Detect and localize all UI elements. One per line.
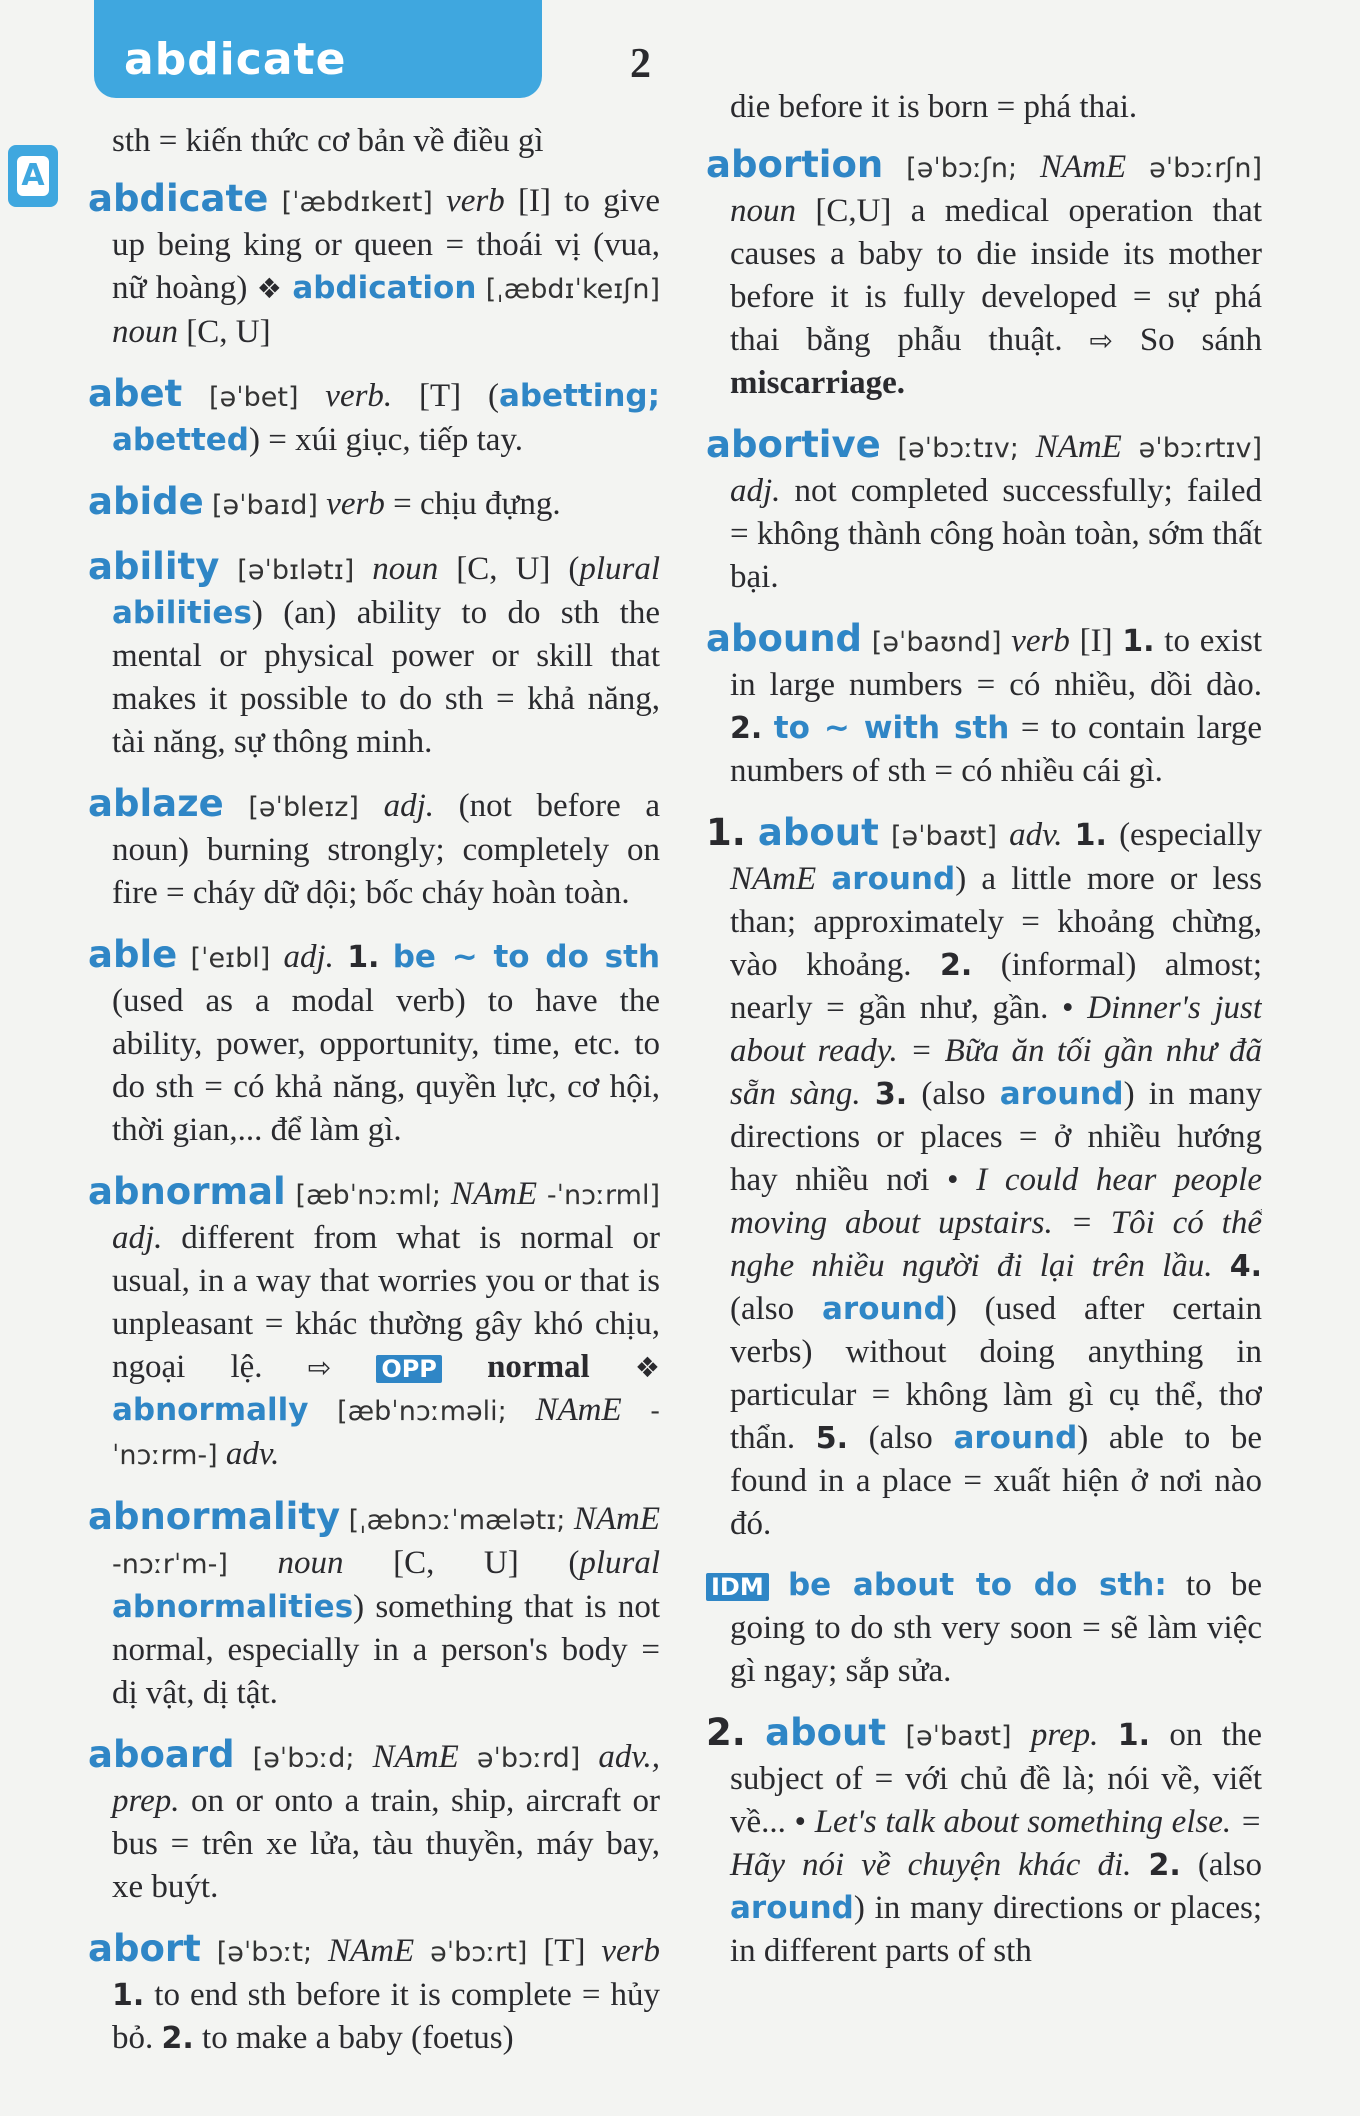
- compare-label: So sánh: [1139, 322, 1262, 358]
- continued-text: sth = kiến thức cơ bản về điều gì: [112, 123, 544, 159]
- definition: on or onto a train, ship, aircraft or bus = trên xe lửa, tàu thuyền, máy bay, xe buýt.: [112, 1783, 660, 1905]
- pronunciation: [əˈbɔːd;: [252, 1743, 355, 1774]
- entry-abet: [88, 372, 660, 462]
- definition: ) able to be found in a place = xuất hiện ở nơi nào đó.: [730, 1420, 1262, 1542]
- left-column: [88, 120, 660, 2110]
- definition: ) in many directions or places; in different parts of sth: [730, 1890, 1262, 1969]
- headword: ablaze: [88, 782, 224, 825]
- diamond-bullet-icon: ❖: [634, 1351, 660, 1384]
- letter-tab-label: A: [17, 156, 49, 196]
- part-of-speech: verb: [326, 486, 385, 522]
- definition: [T] (: [392, 378, 499, 414]
- pronunciation: [ˈeɪbl]: [190, 943, 271, 974]
- definition: on the subject of = với chủ đề là; nói về, viết về... •: [730, 1717, 1262, 1840]
- entry-abdicate: [88, 177, 660, 354]
- pronunciation: [æbˈnɔːml;: [295, 1180, 442, 1211]
- headword: abnormal: [88, 1170, 286, 1213]
- sense-number: 2.: [940, 948, 973, 983]
- plural-label: plural: [579, 1545, 660, 1581]
- entry-idiom: [706, 1564, 1262, 1693]
- pronunciation: -ˈnɔːrml]: [546, 1180, 660, 1211]
- definition: (not before a noun) burning strongly; completely on fire = cháy dữ dội; bốc cháy hoàn toàn.: [112, 788, 660, 911]
- part-of-speech: noun: [372, 551, 439, 587]
- opposite-badge: OPP: [376, 1355, 442, 1383]
- pronunciation: [ˌæbdɪˈkeɪʃn]: [485, 274, 660, 305]
- entry-ablaze: [88, 782, 660, 915]
- part-of-speech: adv.: [1009, 817, 1063, 853]
- definition: (especially: [1106, 817, 1262, 853]
- part-of-speech: verb: [601, 1933, 660, 1969]
- part-of-speech: adj.: [730, 473, 781, 509]
- part-of-speech: verb: [1011, 623, 1070, 659]
- derivative: abdication: [292, 270, 477, 306]
- grammar: [C, U]: [178, 314, 271, 350]
- headword: abdicate: [88, 177, 269, 220]
- definition: [I] to give up being king or queen = thoái vị (vua, nữ hoàng): [112, 183, 660, 306]
- pronunciation: [əˈbaʊt]: [890, 821, 997, 852]
- homograph-number: 1.: [706, 811, 746, 854]
- headword: aboard: [88, 1733, 235, 1776]
- definition: ) something that is not normal, especially in a person's body = dị vật, dị tật.: [112, 1589, 660, 1711]
- grammar: [I]: [1069, 623, 1123, 659]
- entry-abortive: [706, 423, 1262, 599]
- part-of-speech: adj.: [283, 939, 334, 975]
- synonym: around: [953, 1420, 1078, 1456]
- sense-number: 3.: [874, 1077, 908, 1112]
- sense-number: 2.: [1148, 1848, 1181, 1883]
- pronunciation: [ˌæbnɔːˈmælətɪ;: [348, 1505, 566, 1536]
- headword: about: [757, 811, 879, 854]
- region-label: NAmE: [730, 861, 817, 897]
- pronunciation: [əˈbɔːʃn;: [906, 153, 1018, 184]
- region-label: NAmE: [1040, 149, 1127, 185]
- example: Dinner's just about ready. = Bữa ăn tối gần như đã sẵn sàng.: [730, 990, 1262, 1112]
- part-of-speech: noun: [277, 1545, 344, 1581]
- arrow-right-icon: ⇨: [1089, 324, 1113, 357]
- part-of-speech: adj.: [383, 788, 434, 824]
- derivative: abnormally: [112, 1392, 309, 1428]
- grammar: [T]: [527, 1933, 602, 1969]
- synonym: around: [730, 1890, 854, 1926]
- phrase: be ~ to do sth: [392, 939, 660, 975]
- plural-label: plural: [579, 551, 660, 587]
- entry-about-adv: [706, 811, 1262, 1546]
- synonym: around: [831, 861, 956, 897]
- region-label: NAmE: [535, 1392, 622, 1428]
- part-of-speech: verb: [446, 183, 505, 219]
- definition: to end sth before it is complete = hủy bỏ.: [112, 1977, 660, 2056]
- headword: able: [88, 933, 178, 976]
- synonym: around: [999, 1076, 1124, 1112]
- definition: to make a baby (foetus): [193, 2020, 514, 2056]
- entry-abound: [706, 617, 1262, 793]
- definition: ) (used after certain verbs) without doing anything in particular = không làm gì cụ thể, thơ thẩn.: [730, 1291, 1262, 1456]
- pronunciation: -ˈnɔːrm-]: [112, 1396, 660, 1471]
- part-of-speech: adv.: [225, 1436, 280, 1472]
- inflected-forms: abilities: [112, 595, 252, 631]
- example: I could hear people moving about upstairs. = Tôi có thể nghe nhiều người đi lại trên lầu.: [730, 1162, 1262, 1284]
- headword: abortive: [706, 423, 881, 466]
- entry-ability: [88, 545, 660, 764]
- synonym: around: [821, 1291, 946, 1327]
- definition: [C, U] (: [343, 1545, 580, 1581]
- definition: (informal) almost; nearly = gần như, gần. •: [730, 947, 1262, 1026]
- definition: not completed successfully; failed = không thành công hoàn toàn, sớm thất bại.: [730, 473, 1262, 595]
- pronunciation: [əˈbet]: [209, 382, 299, 413]
- definition: ) a little more or less than; approximately = khoảng chừng, vào khoảng.: [730, 861, 1262, 983]
- sense-number: 2.: [161, 2021, 194, 2056]
- sense-number: 1.: [347, 940, 380, 975]
- headword: abide: [88, 480, 204, 523]
- entry-abide: [88, 480, 660, 527]
- definition: (used as a modal verb) to have the ability, power, opportunity, time, etc. to do sth = có khả năng, quyền lực, cơ hội, thời gian,... để làm gì.: [112, 983, 660, 1148]
- entry-about-prep: [706, 1711, 1262, 1973]
- region-label: NAmE: [1035, 429, 1122, 465]
- pronunciation: əˈbɔːrʃn]: [1149, 153, 1262, 184]
- pronunciation: [əˈbɔːtɪv;: [897, 433, 1019, 464]
- pronunciation: [əˈbɪlətɪ]: [237, 555, 355, 586]
- pronunciation: [æbˈnɔːməli;: [337, 1396, 507, 1427]
- region-label: NAmE: [372, 1739, 459, 1775]
- letter-tab[interactable]: [8, 145, 58, 207]
- definition: ) = xúi giục, tiếp tay.: [249, 422, 523, 458]
- definition: = to contain large numbers of sth = có nhiều cái gì.: [730, 710, 1262, 789]
- region-label: NAmE: [573, 1501, 660, 1537]
- entry-abnormality: [88, 1495, 660, 1715]
- definition: to be going to do sth very soon = sẽ làm việc gì ngay; sắp sửa.: [730, 1567, 1262, 1689]
- pronunciation: [əˈbɔːt;: [216, 1937, 313, 1968]
- definition: ) in many directions or places = ở nhiều hướng hay nhiều nơi •: [730, 1076, 1262, 1198]
- headword: abnormality: [88, 1495, 341, 1538]
- entry-abort: [88, 1927, 660, 2060]
- pronunciation: [əˈbaʊt]: [905, 1721, 1012, 1752]
- opposite-word: normal: [487, 1349, 590, 1385]
- definition: (also: [907, 1076, 1000, 1112]
- idiom-badge: IDM: [706, 1573, 769, 1601]
- compare-word: miscarriage.: [730, 365, 906, 401]
- headword: abort: [88, 1927, 201, 1970]
- pronunciation: [əˈbaʊnd]: [871, 627, 1002, 658]
- headword: about: [765, 1711, 887, 1754]
- example: Let's talk about something else. = Hãy nói về chuyện khác đi.: [730, 1804, 1262, 1883]
- continued-text: die before it is born = phá thai.: [730, 89, 1138, 125]
- part-of-speech: prep.: [1030, 1717, 1099, 1753]
- entry-abnormal: [88, 1170, 660, 1477]
- idiom-phrase: be about to do sth:: [787, 1567, 1167, 1603]
- region-label: NAmE: [327, 1933, 415, 1969]
- part-of-speech: adv., prep.: [112, 1739, 660, 1819]
- entry-aboard: [88, 1733, 660, 1909]
- pronunciation: əˈbɔːrd]: [476, 1743, 581, 1774]
- diamond-bullet-icon: ❖: [256, 272, 283, 305]
- definition: ) (an) ability to do sth the mental or physical power or skill that makes it possible to do sth = khả năng, tài năng, sự thông minh.: [112, 595, 660, 760]
- pronunciation: [əˈbleɪz]: [248, 792, 359, 823]
- pronunciation: [əˈbaɪd]: [211, 490, 318, 521]
- headword: abound: [706, 617, 863, 660]
- headword: abet: [88, 372, 183, 415]
- definition: [C,U] a medical operation that causes a baby to die inside its mother before it is fully developed = sự phá thai bằng phẫu thuật.: [730, 193, 1262, 358]
- region-label: NAmE: [450, 1176, 538, 1212]
- inflected-forms: abetting; abetted: [112, 378, 660, 458]
- definition: (also: [1180, 1847, 1262, 1883]
- part-of-speech: noun: [730, 193, 796, 229]
- sense-number: 4.: [1229, 1249, 1262, 1284]
- definition: (also: [730, 1291, 822, 1327]
- sense-number: 1.: [1117, 1718, 1151, 1753]
- pronunciation: əˈbɔːrtɪv]: [1138, 433, 1262, 464]
- part-of-speech: adj.: [112, 1220, 163, 1256]
- pronunciation: -nɔːrˈm-]: [112, 1549, 228, 1580]
- pronunciation: əˈbɔːrt]: [430, 1937, 528, 1968]
- entry-abortion: [706, 143, 1262, 405]
- definition: to exist in large numbers = có nhiều, dồi dào.: [730, 623, 1262, 703]
- part-of-speech: verb.: [325, 378, 393, 414]
- phrase: to ~ with sth: [773, 710, 1010, 746]
- sense-number: 1.: [1074, 818, 1107, 853]
- homograph-number: 2.: [706, 1711, 746, 1754]
- definition: different from what is normal or usual, in a way that worries you or that is unpleasant = khác thường gây khó chịu, ngoại lệ.: [112, 1220, 660, 1385]
- definition: = chịu đựng.: [384, 486, 561, 522]
- entry-able: [88, 933, 660, 1152]
- sense-number: 1.: [1122, 624, 1155, 659]
- guide-word: abdicate: [124, 34, 347, 85]
- definition: [C, U] (: [438, 551, 580, 587]
- pronunciation: [ˈæbdɪkeɪt]: [281, 187, 433, 218]
- headword: ability: [88, 545, 220, 588]
- sense-number: 1.: [112, 1978, 145, 2013]
- sense-number: 2.: [730, 711, 763, 746]
- sense-number: 5.: [815, 1421, 848, 1456]
- headword: abortion: [706, 143, 884, 186]
- page-number: 2: [630, 41, 651, 87]
- arrow-right-icon: ⇨: [307, 1351, 332, 1384]
- inflected-forms: abnormalities: [112, 1589, 354, 1625]
- right-column: [706, 86, 1262, 2076]
- definition: (also: [848, 1420, 954, 1456]
- part-of-speech: noun: [112, 314, 178, 350]
